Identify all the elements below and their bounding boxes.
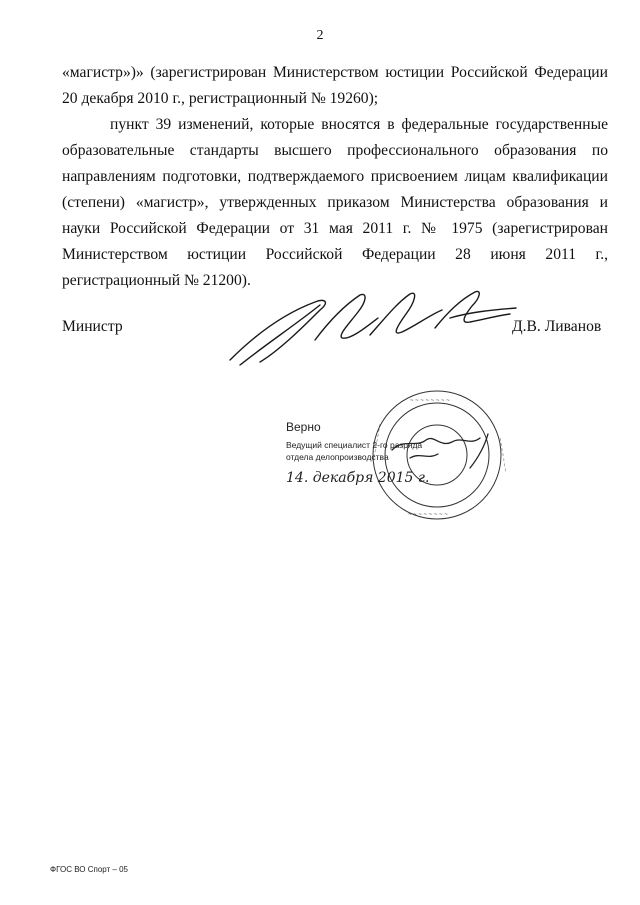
- svg-text:~ ~ ~ ~ ~ ~ ~: ~ ~ ~ ~ ~ ~ ~: [496, 437, 508, 473]
- svg-text:~ ~ ~ ~ ~ ~ ~ ~: ~ ~ ~ ~ ~ ~ ~ ~: [408, 512, 448, 518]
- official-seal: [370, 388, 508, 522]
- minister-title: Министр: [62, 318, 123, 335]
- svg-text:~ ~ ~ ~ ~ ~ ~: ~ ~ ~ ~ ~ ~ ~: [372, 423, 384, 459]
- certification-position: Ведущий специалист 2-го разряда: [286, 440, 423, 450]
- handwritten-signature: [220, 280, 520, 370]
- certification-verno: Верно: [286, 420, 321, 434]
- svg-text:~ ~ ~ ~ ~ ~ ~ ~: ~ ~ ~ ~ ~ ~ ~ ~: [410, 398, 450, 404]
- certification-date: 14. декабря 2015 г.: [286, 470, 430, 486]
- body-paragraph-2: пункт 39 изменений, которые вносятся в федеральные государственные образовательные стандарты высшего профессионального образования по направлениям подготовки, подтверждаемого присвоением лицам квалификации (степени) «магистр», утвержденных приказом Министерства образования и науки Российской Федерации от 31 мая 2011 г. № 1975 (зарегистрирован Министерством юстиции Российской Федерации 28 июня 2011 г., регистрационный № 21200).: [62, 116, 608, 289]
- page-number: 2: [316, 28, 324, 43]
- footer-code: ФГОС ВО Спорт – 05: [50, 865, 128, 874]
- body-paragraph-1: «магистр»)» (зарегистрирован Министерством юстиции Российской Федерации 20 декабря 2010 г., регистрационный № 19260);: [62, 64, 608, 107]
- certification-department: отдела делопроизводства: [286, 452, 389, 462]
- minister-name: Д.В. Ливанов: [512, 318, 602, 335]
